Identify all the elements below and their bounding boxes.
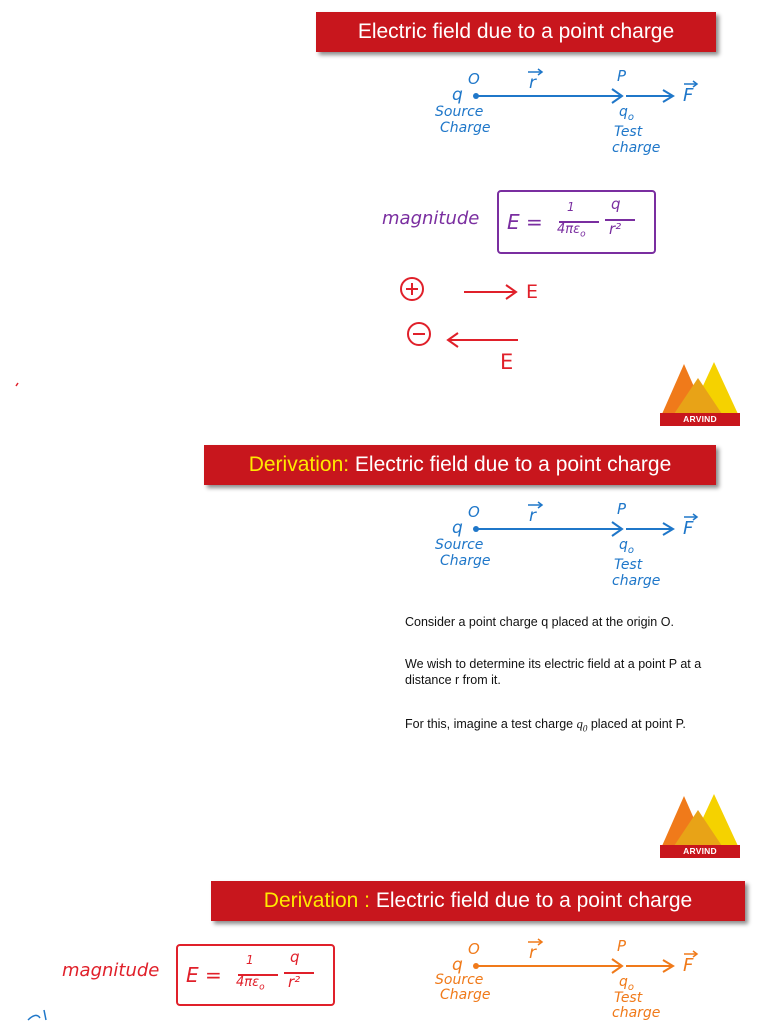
slide3-magnitude-label: magnitude: [62, 960, 160, 981]
force-f-label: F: [683, 518, 694, 539]
formula-r-squared: r²: [609, 220, 622, 238]
origin-o-label: O: [468, 940, 480, 958]
source-charge-caption-1: Source: [435, 104, 484, 120]
origin-o-label: O: [468, 70, 480, 88]
test-charge-caption-2: charge: [612, 140, 661, 156]
test-charge-caption-1: Test: [614, 557, 643, 573]
logo-text: ARVIND ACADEMY: [660, 845, 740, 858]
source-charge-caption-2: Charge: [440, 120, 491, 136]
slide1-title: Electric field due to a point charge: [357, 20, 675, 43]
test-charge-caption-1: Test: [614, 124, 643, 140]
point-p-label: P: [617, 500, 627, 518]
formula-denominator-1: $4\pi\varepsilon_o$: [236, 975, 265, 993]
test-charge-caption-2: charge: [612, 1005, 661, 1021]
slide2-title-rest: Electric field due to a point charge: [349, 453, 672, 476]
test-charge-symbol: $q_0$: [576, 717, 588, 734]
formula-q: q: [290, 948, 300, 966]
slide3-title-rest: Electric field due to a point charge: [370, 889, 693, 912]
source-charge-caption-2: Charge: [440, 553, 491, 569]
source-charge-q-label: q: [452, 955, 463, 975]
slide2-paragraph-1: Consider a point charge q placed at the origin O.: [405, 615, 674, 629]
formula-denominator-1: $4\pi\varepsilon_o$: [557, 222, 586, 240]
logo-text: ARVIND ACADEMY: [660, 413, 740, 426]
formula-numerator-1: 1: [567, 200, 575, 214]
source-charge-caption-1: Source: [435, 537, 484, 553]
formula-lhs: E =: [186, 963, 222, 987]
outward-field-e-label: E: [526, 281, 539, 303]
point-p-label: P: [617, 937, 627, 955]
formula-r-squared: r²: [288, 973, 301, 991]
test-charge-caption-2: charge: [612, 573, 661, 589]
force-f-label: F: [683, 955, 694, 976]
slide3-title-highlight: Derivation :: [263, 889, 370, 912]
formula-q: q: [611, 195, 621, 213]
test-charge-q0-label: $q_o$: [619, 537, 635, 556]
slide2-paragraph-3: For this, imagine a test charge $q_0$ placed at point P.: [405, 717, 686, 734]
origin-o-label: O: [468, 503, 480, 521]
test-charge-caption-1: Test: [614, 990, 643, 1006]
inward-field-e-label: E: [500, 350, 514, 374]
slide1-magnitude-label: magnitude: [382, 208, 480, 229]
test-charge-q0-label: $q_o$: [619, 974, 635, 993]
source-charge-q-label: q: [452, 85, 463, 105]
point-p-label: P: [617, 67, 627, 85]
test-charge-q0-label: $q_o$: [619, 104, 635, 123]
formula-lhs: E =: [507, 210, 543, 234]
r-vector-label: r: [529, 506, 536, 526]
r-vector-label: r: [529, 943, 536, 963]
source-charge-caption-2: Charge: [440, 987, 491, 1003]
formula-numerator-1: 1: [246, 953, 254, 967]
force-f-label: F: [683, 85, 694, 106]
source-charge-caption-1: Source: [435, 972, 484, 988]
source-charge-q-label: q: [452, 518, 463, 538]
r-vector-label: r: [529, 73, 536, 93]
slide2-paragraph-2: We wish to determine its electric field at a point P at a distance r from it.: [405, 657, 702, 687]
slide2-title-highlight: Derivation:: [248, 453, 350, 476]
